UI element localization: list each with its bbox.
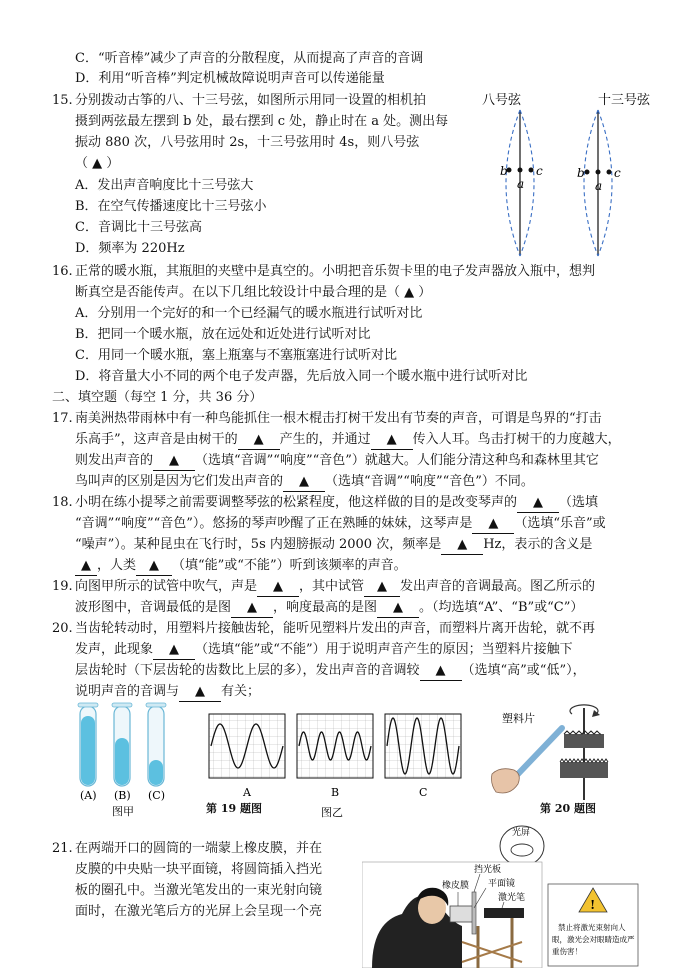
q15-line3: 振动 880 次，八号弦用时 2s，十三号弦用时 4s，则八号弦 <box>75 135 420 150</box>
q20-line4: 说明声音的音调与 ▲ 有关； <box>75 683 260 702</box>
label-mirror: 平面镜 <box>488 879 516 889</box>
string-8-point-a <box>518 168 523 173</box>
answer-blank[interactable]: ▲ <box>420 662 462 681</box>
label-wave-a: A <box>243 786 251 799</box>
label-screen: 光屏 <box>512 828 531 838</box>
answer-blank[interactable]: ▲ <box>472 515 514 534</box>
label-wave-c: C <box>419 786 428 799</box>
q18-line2: “音调”“响度”“音色”）。悠扬的琴声吵醒了正在熟睡的妹妹，这琴声是 ▲ （选填“乐音”或 <box>75 515 606 534</box>
q21-number: 21. <box>52 841 73 856</box>
tube-a <box>78 703 98 786</box>
q16-option-b: B．把同一个暖水瓶，放在远处和近处进行试听对比 <box>75 327 371 342</box>
laser-pen <box>484 908 524 918</box>
string-13-point-b <box>585 170 590 175</box>
label-rubber: 橡皮膜 <box>442 881 470 891</box>
label-tube-c: (C) <box>148 789 165 802</box>
label-fig-jia: 图甲 <box>112 805 134 818</box>
answer-blank[interactable]: ▲ <box>517 494 559 513</box>
answer-blank[interactable]: ▲ <box>75 557 97 576</box>
q16-option-c: C．用同一个暖水瓶，塞上瓶塞与不塞瓶塞进行试听对比 <box>75 348 397 363</box>
label-c-left: c <box>536 164 543 178</box>
q15-line1: 分别拨动古筝的八、十三号弦，如图所示用同一设置的相机拍 <box>75 93 427 108</box>
q15-option-b: B．在空气传播速度比十三号弦小 <box>75 199 267 214</box>
q19-number: 19. <box>52 579 73 594</box>
plastic-sheet <box>518 728 562 774</box>
answer-blank[interactable]: ▲ <box>371 431 413 450</box>
gear-upper-teeth <box>564 731 601 734</box>
tube-b <box>112 703 132 786</box>
q15-number: 15. <box>52 93 73 108</box>
wave-a-panel <box>209 714 285 778</box>
caption-fig19: 第 19 题图 <box>206 802 262 815</box>
label-c-right: c <box>614 166 621 180</box>
label-string-13: 十三号弦 <box>598 93 651 108</box>
q18-line3: “噪声”）。某种昆虫在飞行时，5s 内翅膀振动 2000 次，频率是 ▲ Hz，表示的含义是 <box>75 536 592 555</box>
label-a-left: a <box>517 177 525 191</box>
caption-fig20: 第 20 题图 <box>540 802 596 815</box>
warning-exclamation: ! <box>590 898 596 912</box>
answer-blank[interactable]: ▲ <box>364 578 400 597</box>
q18-line1: 小明在练小提琴之前需要调整琴弦的松紧程度，他这样做的目的是改变琴声的 ▲ （选填 <box>75 494 598 513</box>
q15-option-d: D．频率为 220Hz <box>75 241 185 256</box>
answer-blank[interactable]: ▲ <box>231 599 273 618</box>
label-tube-a: (A) <box>80 789 97 802</box>
q21-line3: 板的圈孔中。当激光笔发出的一束光射向镜 <box>75 883 323 898</box>
q16-line1: 正常的暖水瓶，其瓶胆的夹壁中是真空的。小明把音乐贺卡里的电子发声器放入瓶中，想判 <box>75 264 596 279</box>
gear-lower <box>560 762 608 778</box>
q21-line1: 在两端开口的圆筒的一端蒙上橡皮膜，并在 <box>75 841 323 856</box>
q16-line2: 断真空是否能传声。在以下几组比较设计中最合理的是（ ▲ ） <box>75 285 432 300</box>
q17-line1: 南美洲热带雨林中有一种鸟能抓住一根木棍击打树干发出有节奏的声音，可谓是鸟界的“打击 <box>75 411 602 426</box>
tube <box>450 906 474 922</box>
tube-c <box>146 703 166 786</box>
answer-blank[interactable]: ▲ <box>153 452 195 471</box>
label-b-left: b <box>500 164 508 178</box>
answer-blank[interactable]: ▲ <box>136 557 172 576</box>
q21-line4: 面时，在激光笔后方的光屏上会呈现一个亮 <box>75 904 323 919</box>
warning-line2: 眼，激光会对眼睛造成严 <box>552 935 635 944</box>
warning-line3: 重伤害！ <box>552 947 582 956</box>
q20-line1: 当齿轮转动时，用塑料片接触齿轮，能听见塑料片发出的声音，而塑料片离开齿轮，就不再 <box>75 621 596 636</box>
fig-laser-experiment <box>362 822 644 968</box>
q15-line4: （ ▲ ） <box>75 156 120 171</box>
q16-number: 16. <box>52 264 73 279</box>
q18-line4: ▲ ，人类 ▲ （填“能”或“不能”）听到该频率的声音。 <box>75 557 407 576</box>
wave-c-panel <box>385 714 461 778</box>
q17-line4: 鸟叫声的区别是因为它们发出声音的 ▲ （选填“音调”“响度”“音色”）不同。 <box>75 473 534 492</box>
q15-strings-figure <box>470 88 670 260</box>
label-plastic: 塑料片 <box>502 712 535 725</box>
label-b-right: b <box>577 166 585 180</box>
q20-line2: 发声，此现象 ▲ （选填“能”或“不能”）用于说明声音产生的原因；当塑料片接触下 <box>75 641 573 660</box>
answer-blank[interactable]: ▲ <box>257 578 299 597</box>
q17-number: 17. <box>52 411 73 426</box>
q18-number: 18. <box>52 495 73 510</box>
label-fig-yi: 图乙 <box>321 806 343 819</box>
rotation-arrow-head <box>592 710 600 717</box>
label-board: 挡光板 <box>474 865 502 875</box>
q16-option-d: D．将音量大小不同的两个电子发声器，先后放入同一个暖水瓶中进行试听对比 <box>75 369 528 384</box>
gear-upper <box>564 734 604 748</box>
string-13-point-a <box>596 170 601 175</box>
label-tube-b: (B) <box>114 789 131 802</box>
answer-blank[interactable]: ▲ <box>153 641 195 660</box>
label-laser: 激光笔 <box>498 893 526 903</box>
string-8-point-c <box>529 168 534 173</box>
q20-number: 20. <box>52 621 73 636</box>
label-string-8: 八号弦 <box>482 93 522 108</box>
label-wave-b: B <box>331 786 340 799</box>
warning-line1: 禁止将激光束射向人 <box>558 923 626 932</box>
answer-blank[interactable]: ▲ <box>283 473 325 492</box>
fig-test-tubes <box>72 700 182 818</box>
light-board <box>472 892 476 934</box>
q17-line3: 则发出声音的 ▲ （选填“音调”“响度”“音色”）就越大。人们能分清这种鸟和森林里其它 <box>75 452 599 471</box>
hand <box>492 769 520 793</box>
q14-option-d: D．利用“听音棒”判定机械故障说明声音可以传递能量 <box>75 71 385 86</box>
q19-line1: 向图甲所示的试管中吹气，声是 ▲ ，其中试管 ▲ 发出声音的音调最高。图乙所示的 <box>75 578 595 597</box>
q15-option-c: C．音调比十三号弦高 <box>75 220 202 235</box>
answer-blank[interactable]: ▲ <box>179 683 221 702</box>
answer-blank[interactable]: ▲ <box>377 599 419 618</box>
q16-option-a: A．分别用一个完好的和一个已经漏气的暖水瓶进行试听对比 <box>75 306 423 321</box>
section-heading: 二、填空题（每空 1 分，共 36 分） <box>52 390 263 405</box>
fig-gears <box>488 700 633 802</box>
wave-b-panel <box>297 714 373 778</box>
q17-line2: 乐高手”，这声音是由树干的 ▲ 产生的，并通过 ▲ 传入人耳。鸟击打树干的力度越大， <box>75 431 621 450</box>
answer-blank[interactable]: ▲ <box>238 431 280 450</box>
q15-option-a: A．发出声音响度比十三号弦大 <box>75 178 254 193</box>
q14-option-c: C．“听音棒”减少了声音的分散程度，从而提高了声音的音调 <box>75 51 424 66</box>
string-13-point-c <box>607 170 612 175</box>
q19-line2: 波形图中，音调最低的是图 ▲ ，响度最高的是图 ▲ 。（均选填“A”、“B”或“C”） <box>75 599 583 618</box>
q21-line2: 皮膜的中央贴一块平面镜，将圆筒插入挡光 <box>75 862 323 877</box>
q20-line3: 层齿轮时（下层齿轮的齿数比上层的多），发出声音的音调较 ▲ （选填“高”或“低”）， <box>75 662 586 681</box>
label-a-right: a <box>595 179 603 193</box>
answer-blank[interactable]: ▲ <box>441 536 483 555</box>
q15-line2: 摄到两弦最左摆到 b 处，最右摆到 c 处，静止时在 a 处。测出每 <box>75 114 449 129</box>
